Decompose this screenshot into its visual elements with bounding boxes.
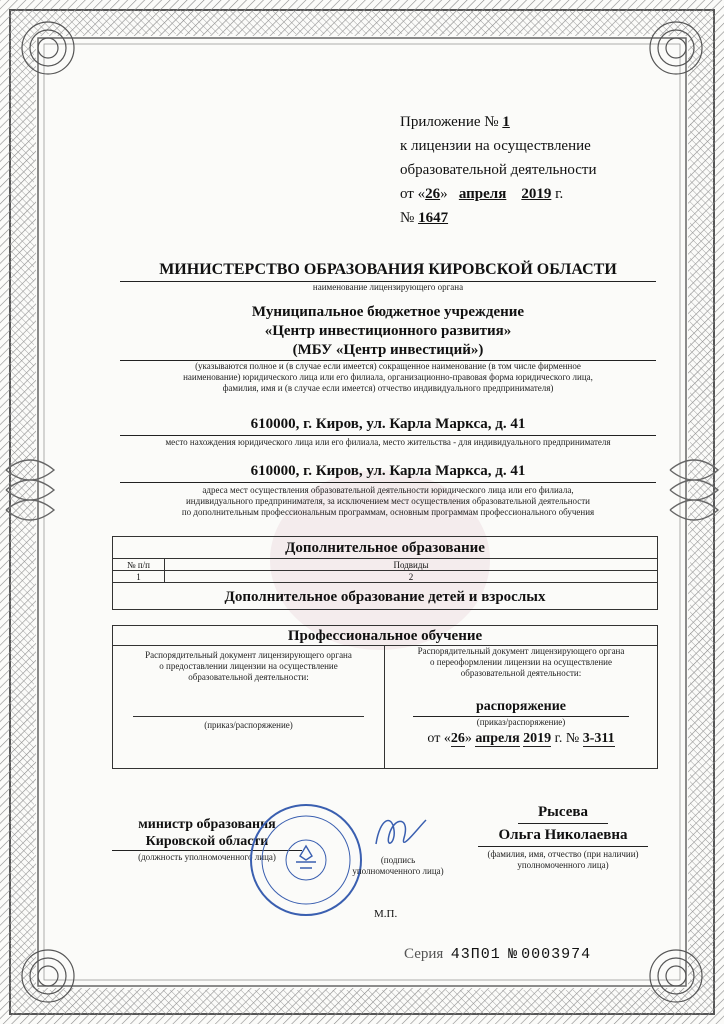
right-doc-caption: (приказ/распоряжение) xyxy=(476,717,566,727)
series-number: 0003974 xyxy=(521,946,592,963)
location-address: 610000, г. Киров, ул. Карла Маркса, д. 41 xyxy=(120,414,656,436)
left-doc-caption: (приказ/распоряжение) xyxy=(204,720,293,730)
appendix-license: № 1647 xyxy=(400,210,449,226)
name-caption: (фамилия, имя, отчество (при наличии) уполномоченного лица) xyxy=(487,849,639,870)
additional-education-table xyxy=(112,536,658,610)
authority-caption: наименование лицензирующего органа xyxy=(312,282,464,292)
series-line: Серия 43П01 № 0003974 xyxy=(404,946,592,963)
appendix-line-2: к лицензии на осуществление xyxy=(400,138,591,154)
authority-name: МИНИСТЕРСТВО ОБРАЗОВАНИЯ КИРОВСКОЙ ОБЛАСТИ xyxy=(120,259,656,282)
subtype-value: Дополнительное образование детей и взрослых xyxy=(224,589,546,605)
organization-name: Муниципальное бюджетное учреждение «Центр инвестиционного развития» (МБУ «Центр инвестиций») xyxy=(120,303,656,361)
left-doc-text: Распорядительный документ лицензирующего органа о предоставлении лицензии на осуществление образовательной деятельности: xyxy=(145,650,352,682)
position-caption: (должность уполномоченного лица) xyxy=(138,852,276,862)
series-code: 43П01 xyxy=(450,946,501,963)
stamp-place: М.П. xyxy=(374,908,398,920)
appendix-number: 1 xyxy=(502,114,510,130)
right-doc-text: Распорядительный документ лицензирующего органа о переоформлении лицензии на осуществление образовательной деятельности: xyxy=(417,646,625,678)
right-doc-type: распоряжение xyxy=(413,698,629,717)
signer-name: Рысева Ольга Николаевна xyxy=(478,801,648,847)
row-index-1: 1 xyxy=(113,571,165,583)
location-caption: место нахождения юридического лица или его филиала, место жительства - для индивидуального предпринимателя xyxy=(165,437,611,447)
professional-training-title: Профессиональное обучение xyxy=(113,626,657,646)
left-doc-line xyxy=(133,716,364,717)
appendix-date: от «26» апреля 2019 г. xyxy=(400,186,564,202)
appendix-line-1: Приложение № 1 xyxy=(400,114,510,130)
signature-scribble xyxy=(370,808,430,858)
additional-education-title: Дополнительное образование xyxy=(113,537,657,559)
organization-caption: (указываются полное и (в случае если имеется) сокращенное наименование (в том числе фирменное наименование) юридического лица или его филиала, организационно-правовая форма юридического лица, фамилия, имя и (в случае если имеется) отчество индивидуального предпринимателя) xyxy=(183,361,593,393)
order-number: 3-311 xyxy=(582,731,615,746)
appendix-block xyxy=(400,110,640,230)
professional-training-table xyxy=(112,625,658,769)
right-doc-date: от «26» апреля 2019 г. № 3-311 xyxy=(427,731,615,746)
sign-caption: (подпись уполномоченного лица) xyxy=(352,855,444,876)
activity-address: 610000, г. Киров, ул. Карла Маркса, д. 41 xyxy=(120,461,656,483)
col-subtypes-header: Подвиды xyxy=(165,559,657,571)
col-num-header: № п/п xyxy=(113,559,165,571)
activity-caption: адреса мест осуществления образовательной деятельности юридического лица или его филиала, индивидуального предпринимателя, за исключением мест осуществления образовательной деятельности по дополнительным профессиональным программам, основным программам профессионального обучения xyxy=(181,485,595,517)
appendix-line-3: образовательной деятельности xyxy=(400,162,597,178)
row-index-2: 2 xyxy=(165,571,657,583)
license-number: 1647 xyxy=(418,210,449,226)
signer-position: министр образования Кировской области xyxy=(112,816,302,851)
